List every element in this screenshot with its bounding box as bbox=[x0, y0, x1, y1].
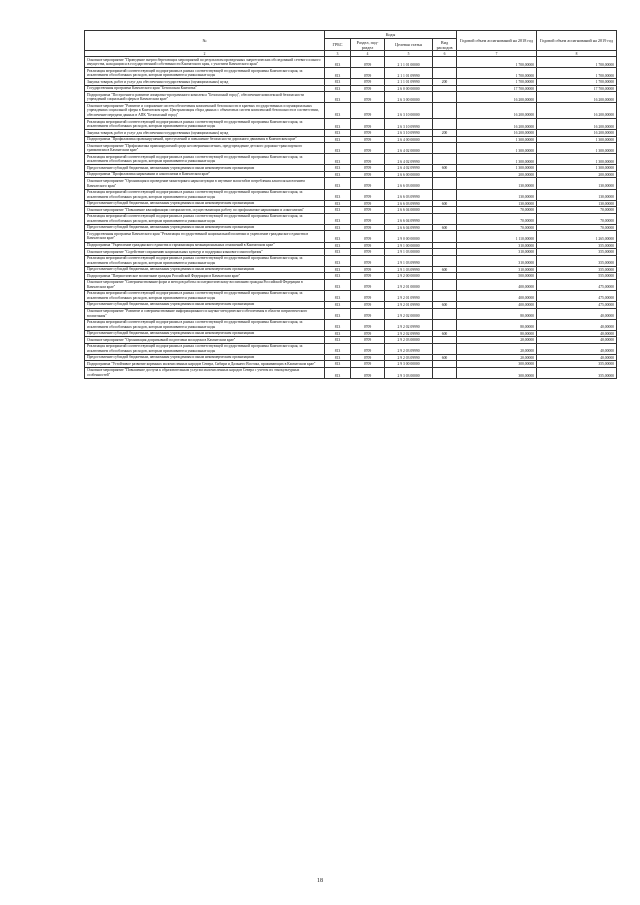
row-expense-type bbox=[433, 213, 457, 224]
row-name: Предоставление субсидий бюджетным, автономным учреждениям и иным некоммерческим организациям bbox=[85, 165, 325, 172]
row-amount-2018: 1 110,00000 bbox=[457, 231, 537, 242]
row-amount-2018: 80,00000 bbox=[457, 319, 537, 330]
row-amount-2018: 70,00000 bbox=[457, 213, 537, 224]
header-grbs: ГРБС bbox=[325, 39, 351, 51]
row-grbs: 813 bbox=[325, 249, 351, 256]
row-grbs: 813 bbox=[325, 213, 351, 224]
row-amount-2019: 1 700,00000 bbox=[537, 79, 617, 86]
row-amount-2019: 130,00000 bbox=[537, 189, 617, 200]
row-expense-type: 600 bbox=[433, 330, 457, 337]
row-grbs: 813 bbox=[325, 301, 351, 308]
row-razdel: 0709 bbox=[351, 343, 385, 354]
row-target-article: 2 9 1 03 09990 bbox=[385, 255, 433, 266]
row-amount-2018: 1 300,00000 bbox=[457, 154, 537, 165]
row-amount-2018: 20,00000 bbox=[457, 354, 537, 361]
row-razdel: 0709 bbox=[351, 171, 385, 178]
row-grbs: 813 bbox=[325, 354, 351, 361]
row-amount-2018: 1 300,00000 bbox=[457, 143, 537, 154]
row-name: Реализация мероприятий соответствующей подпрограммы в рамках соответствующей государственной программы Камчатского края, за исключением обособленных расходов, которым присваиваются уникальные коды bbox=[85, 319, 325, 330]
row-expense-type bbox=[433, 279, 457, 290]
row-grbs: 813 bbox=[325, 130, 351, 137]
row-amount-2019: 355,00000 bbox=[537, 249, 617, 256]
row-razdel: 0709 bbox=[351, 354, 385, 361]
row-target-article: 2 9 1 00 00000 bbox=[385, 242, 433, 249]
row-grbs: 813 bbox=[325, 85, 351, 92]
row-name: Подпрограмма "Профилактика правонарушений, преступлений и повышение безопасности дорожного движения в Камчатском крае" bbox=[85, 136, 325, 143]
row-target-article: 2 6 3 10 09990 bbox=[385, 119, 433, 130]
row-target-article: 2 1 1 01 00000 bbox=[385, 57, 433, 68]
row-name: Основное мероприятие "Профилактика правонарушений среди несовершеннолетних, предупреждение детского дорожно-транспортного травматизма в Камчатском крае" bbox=[85, 143, 325, 154]
row-amount-2018: 130,00000 bbox=[457, 189, 537, 200]
row-amount-2019: 1 265,00000 bbox=[537, 231, 617, 242]
row-razdel: 0709 bbox=[351, 103, 385, 119]
table-row bbox=[85, 308, 617, 319]
row-name: Основное мероприятие "Содействие сохранению национальных культур и поддержка языкового многообразия" bbox=[85, 249, 325, 256]
row-amount-2019: 1 300,00000 bbox=[537, 165, 617, 172]
row-name: Реализация мероприятий соответствующей подпрограммы в рамках соответствующей государственной программы Камчатского края, за исключением обособленных расходов, которым присваиваются уникальные коды bbox=[85, 119, 325, 130]
row-target-article: 2 6 6 04 09990 bbox=[385, 213, 433, 224]
row-grbs: 813 bbox=[325, 290, 351, 301]
row-razdel: 0709 bbox=[351, 119, 385, 130]
row-amount-2019: 16 200,00000 bbox=[537, 92, 617, 103]
row-amount-2019: 130,00000 bbox=[537, 178, 617, 189]
row-amount-2019: 1 300,00000 bbox=[537, 136, 617, 143]
row-amount-2019: 17 700,00000 bbox=[537, 85, 617, 92]
row-name: Реализация мероприятий соответствующей подпрограммы в рамках соответствующей государственной программы Камчатского края, за исключением обособленных расходов, которым присваиваются уникальные коды bbox=[85, 290, 325, 301]
row-grbs: 813 bbox=[325, 165, 351, 172]
row-expense-type bbox=[433, 178, 457, 189]
row-name: Подпрограмма "Профилактика наркомании и алкоголизма в Камчатском крае" bbox=[85, 171, 325, 178]
row-razdel: 0709 bbox=[351, 189, 385, 200]
row-razdel: 0709 bbox=[351, 242, 385, 249]
row-name: Реализация мероприятий соответствующей подпрограммы в рамках соответствующей государственной программы Камчатского края, за исключением обособленных расходов, которым присваиваются уникальные коды bbox=[85, 189, 325, 200]
header-razdel: Раздел, под-раздел bbox=[351, 39, 385, 51]
row-target-article: 2 9 2 02 09990 bbox=[385, 330, 433, 337]
row-grbs: 813 bbox=[325, 367, 351, 378]
row-grbs: 813 bbox=[325, 273, 351, 280]
row-name: Реализация мероприятий соответствующей подпрограммы в рамках соответствующей государственной программы Камчатского края, за исключением обособленных расходов, которым присваиваются уникальные коды bbox=[85, 154, 325, 165]
row-amount-2019: 200,00000 bbox=[537, 171, 617, 178]
row-target-article: 2 6 6 00 00000 bbox=[385, 171, 433, 178]
header-2018: Годовой объем ассигнований на 2018 год bbox=[457, 31, 537, 51]
row-target-article: 2 1 1 01 09990 bbox=[385, 68, 433, 79]
table-row bbox=[85, 154, 617, 165]
row-name: Предоставление субсидий бюджетным, автономным учреждениям и иным некоммерческим организациям bbox=[85, 224, 325, 231]
row-grbs: 813 bbox=[325, 266, 351, 273]
row-name: Предоставление субсидий бюджетным, автономным учреждениям и иным некоммерческим организациям bbox=[85, 330, 325, 337]
row-razdel: 0709 bbox=[351, 319, 385, 330]
row-grbs: 813 bbox=[325, 231, 351, 242]
row-expense-type bbox=[433, 143, 457, 154]
row-name: Предоставление субсидий бюджетным, автономным учреждениям и иным некоммерческим организациям bbox=[85, 301, 325, 308]
row-amount-2018: 20,00000 bbox=[457, 343, 537, 354]
budget-table bbox=[84, 30, 617, 379]
row-expense-type bbox=[433, 103, 457, 119]
row-razdel: 0709 bbox=[351, 85, 385, 92]
table-row bbox=[85, 290, 617, 301]
row-grbs: 813 bbox=[325, 92, 351, 103]
row-amount-2018: 1 300,00000 bbox=[457, 136, 537, 143]
row-amount-2019: 1 700,00000 bbox=[537, 68, 617, 79]
row-amount-2018: 130,00000 bbox=[457, 178, 537, 189]
row-amount-2018: 300,00000 bbox=[457, 361, 537, 368]
table-row bbox=[85, 119, 617, 130]
row-name: Государственная программа Камчатского края "Безопасная Камчатка" bbox=[85, 85, 325, 92]
row-amount-2019: 475,00000 bbox=[537, 301, 617, 308]
row-grbs: 813 bbox=[325, 242, 351, 249]
row-amount-2018: 500,00000 bbox=[457, 273, 537, 280]
row-grbs: 813 bbox=[325, 154, 351, 165]
row-expense-type bbox=[433, 189, 457, 200]
row-expense-type bbox=[433, 319, 457, 330]
row-razdel: 0709 bbox=[351, 213, 385, 224]
row-expense-type bbox=[433, 57, 457, 68]
row-grbs: 813 bbox=[325, 178, 351, 189]
row-expense-type: 600 bbox=[433, 354, 457, 361]
row-expense-type bbox=[433, 92, 457, 103]
row-grbs: 813 bbox=[325, 319, 351, 330]
row-razdel: 0709 bbox=[351, 207, 385, 214]
row-grbs: 813 bbox=[325, 200, 351, 207]
row-amount-2019: 70,00000 bbox=[537, 213, 617, 224]
row-amount-2018: 16 200,00000 bbox=[457, 130, 537, 137]
row-amount-2019: 40,00000 bbox=[537, 343, 617, 354]
row-razdel: 0709 bbox=[351, 290, 385, 301]
row-target-article: 2 6 6 03 09990 bbox=[385, 189, 433, 200]
row-razdel: 0709 bbox=[351, 57, 385, 68]
table-row bbox=[85, 231, 617, 242]
row-razdel: 0709 bbox=[351, 136, 385, 143]
row-amount-2019: 475,00000 bbox=[537, 290, 617, 301]
column-number: 3 bbox=[325, 51, 351, 57]
row-grbs: 813 bbox=[325, 189, 351, 200]
row-target-article: 2 9 1 03 00000 bbox=[385, 249, 433, 256]
row-razdel: 0709 bbox=[351, 367, 385, 378]
row-grbs: 813 bbox=[325, 361, 351, 368]
row-amount-2018: 310,00000 bbox=[457, 249, 537, 256]
row-amount-2019: 355,00000 bbox=[537, 361, 617, 368]
row-name: Реализация мероприятий соответствующей подпрограммы в рамках соответствующей государственной программы Камчатского края, за исключением обособленных расходов, которым присваиваются уникальные коды bbox=[85, 213, 325, 224]
row-expense-type: 600 bbox=[433, 165, 457, 172]
row-target-article: 2 9 3 03 00000 bbox=[385, 367, 433, 378]
row-amount-2018: 400,00000 bbox=[457, 279, 537, 290]
row-razdel: 0709 bbox=[351, 68, 385, 79]
row-amount-2019: 130,00000 bbox=[537, 200, 617, 207]
row-grbs: 813 bbox=[325, 68, 351, 79]
row-amount-2018: 20,00000 bbox=[457, 337, 537, 344]
row-name: Реализация мероприятий соответствующей подпрограммы в рамках соответствующей государственной программы Камчатского края, за исключением обособленных расходов, которым присваиваются уникальные коды bbox=[85, 68, 325, 79]
row-amount-2018: 16 200,00000 bbox=[457, 119, 537, 130]
row-target-article: 2 9 0 00 00000 bbox=[385, 231, 433, 242]
row-razdel: 0709 bbox=[351, 255, 385, 266]
row-amount-2019: 1 300,00000 bbox=[537, 154, 617, 165]
row-expense-type: 600 bbox=[433, 200, 457, 207]
row-razdel: 0709 bbox=[351, 200, 385, 207]
column-number: 6 bbox=[433, 51, 457, 57]
row-amount-2019: 40,00000 bbox=[537, 330, 617, 337]
row-razdel: 0709 bbox=[351, 178, 385, 189]
row-target-article: 2 9 1 03 09990 bbox=[385, 266, 433, 273]
row-grbs: 813 bbox=[325, 255, 351, 266]
row-razdel: 0709 bbox=[351, 301, 385, 308]
row-amount-2018: 70,00000 bbox=[457, 207, 537, 214]
column-number: 8 bbox=[537, 51, 617, 57]
row-razdel: 0709 bbox=[351, 224, 385, 231]
row-razdel: 0709 bbox=[351, 330, 385, 337]
row-target-article: 2 9 2 03 09990 bbox=[385, 354, 433, 361]
row-amount-2018: 70,00000 bbox=[457, 224, 537, 231]
row-expense-type: 600 bbox=[433, 301, 457, 308]
row-target-article: 2 6 0 00 00000 bbox=[385, 85, 433, 92]
row-amount-2019: 555,00000 bbox=[537, 273, 617, 280]
row-target-article: 2 9 2 01 00000 bbox=[385, 279, 433, 290]
row-name: Основное мероприятие "Повышение доступа к образовательным услугам малочисленных народов Севера с учетом их этнокультурных особенностей" bbox=[85, 367, 325, 378]
row-expense-type bbox=[433, 119, 457, 130]
row-razdel: 0709 bbox=[351, 279, 385, 290]
row-amount-2019: 355,00000 bbox=[537, 367, 617, 378]
header-codes: Коды bbox=[325, 31, 457, 39]
row-grbs: 813 bbox=[325, 337, 351, 344]
row-amount-2018: 400,00000 bbox=[457, 290, 537, 301]
table-row bbox=[85, 279, 617, 290]
row-amount-2019: 355,00000 bbox=[537, 255, 617, 266]
row-razdel: 0709 bbox=[351, 231, 385, 242]
row-target-article: 2 6 4 00 00000 bbox=[385, 136, 433, 143]
row-amount-2018: 80,00000 bbox=[457, 330, 537, 337]
row-name: Основное мероприятие "Организация допризывной подготовки молодежи в Камчатском крае" bbox=[85, 337, 325, 344]
row-amount-2018: 1 700,00000 bbox=[457, 79, 537, 86]
row-target-article: 2 9 2 02 00000 bbox=[385, 308, 433, 319]
row-grbs: 813 bbox=[325, 224, 351, 231]
row-grbs: 813 bbox=[325, 343, 351, 354]
header-number: № bbox=[85, 31, 325, 51]
table-header bbox=[85, 31, 617, 57]
row-amount-2019: 40,00000 bbox=[537, 354, 617, 361]
table-row bbox=[85, 343, 617, 354]
column-number: 4 bbox=[351, 51, 385, 57]
row-target-article: 2 9 2 03 00000 bbox=[385, 337, 433, 344]
row-razdel: 0709 bbox=[351, 273, 385, 280]
row-grbs: 813 bbox=[325, 330, 351, 337]
row-target-article: 2 6 4 02 00000 bbox=[385, 143, 433, 154]
table-body bbox=[85, 57, 617, 379]
row-grbs: 813 bbox=[325, 119, 351, 130]
row-amount-2019: 40,00000 bbox=[537, 337, 617, 344]
row-target-article: 2 9 2 03 09990 bbox=[385, 343, 433, 354]
row-target-article: 2 9 2 02 09990 bbox=[385, 319, 433, 330]
column-number: 7 bbox=[457, 51, 537, 57]
row-amount-2019: 16 200,00000 bbox=[537, 130, 617, 137]
row-expense-type bbox=[433, 308, 457, 319]
row-name: Основное мероприятие "Повышение квалификации специалистов, осуществляющих работу по профилактике наркомании и алкоголизма" bbox=[85, 207, 325, 214]
table-row bbox=[85, 189, 617, 200]
table-row bbox=[85, 57, 617, 68]
row-name: Реализация мероприятий соответствующей подпрограммы в рамках соответствующей государственной программы Камчатского края, за исключением обособленных расходов, которым присваиваются уникальные коды bbox=[85, 255, 325, 266]
row-name: Закупка товаров, работ и услуг для обеспечения государственных (муниципальных) нужд bbox=[85, 79, 325, 86]
row-name: Предоставление субсидий бюджетным, автономным учреждениям и иным некоммерческим организациям bbox=[85, 266, 325, 273]
header-expense-type: Вид расходов bbox=[433, 39, 457, 51]
table-row bbox=[85, 92, 617, 103]
row-expense-type bbox=[433, 68, 457, 79]
row-amount-2018: 1 700,00000 bbox=[457, 68, 537, 79]
table-row bbox=[85, 367, 617, 378]
row-grbs: 813 bbox=[325, 279, 351, 290]
row-amount-2019: 16 200,00000 bbox=[537, 119, 617, 130]
row-name: Реализация мероприятий соответствующей подпрограммы в рамках соответствующей государственной программы Камчатского края, за исключением обособленных расходов, которым присваиваются уникальные коды bbox=[85, 343, 325, 354]
row-amount-2018: 310,00000 bbox=[457, 266, 537, 273]
row-amount-2019: 355,00000 bbox=[537, 242, 617, 249]
row-amount-2018: 1 300,00000 bbox=[457, 165, 537, 172]
row-expense-type bbox=[433, 154, 457, 165]
row-amount-2019: 1 300,00000 bbox=[537, 143, 617, 154]
row-name: Подпрограмма "Устойчивое развитие коренных малочисленных народов Севера, Сибири и Дальнего Востока, проживающих в Камчатском крае" bbox=[85, 361, 325, 368]
row-expense-type: 600 bbox=[433, 224, 457, 231]
row-name: Основное мероприятие "Проведение энергосберегающих мероприятий по результатам проведенных энергетических обследований сетевого и иного имущества, находящихся в государственной собственности Камчатского края, с участием Камчатского края" bbox=[85, 57, 325, 68]
row-grbs: 813 bbox=[325, 308, 351, 319]
row-name: Предоставление субсидий бюджетным, автономным учреждениям и иным некоммерческим организациям bbox=[85, 354, 325, 361]
row-amount-2019: 16 200,00000 bbox=[537, 103, 617, 119]
row-target-article: 2 6 6 04 09990 bbox=[385, 224, 433, 231]
row-grbs: 813 bbox=[325, 143, 351, 154]
row-razdel: 0709 bbox=[351, 266, 385, 273]
row-amount-2018: 310,00000 bbox=[457, 255, 537, 266]
row-amount-2019: 355,00000 bbox=[537, 266, 617, 273]
row-razdel: 0709 bbox=[351, 154, 385, 165]
row-name: Основное мероприятие "Организация и проведение мониторинга наркоситуации в изучение масштабов потребления алкоголя населением Камчатского края" bbox=[85, 178, 325, 189]
row-target-article: 2 6 3 10 09990 bbox=[385, 130, 433, 137]
row-name: Основное мероприятие "Развитие и совершенствование информационного и научно-методического обеспечения в области патриотического воспитания" bbox=[85, 308, 325, 319]
row-grbs: 813 bbox=[325, 103, 351, 119]
row-name: Закупка товаров, работ и услуг для обеспечения государственных (муниципальных) нужд bbox=[85, 130, 325, 137]
row-target-article: 2 9 3 00 00000 bbox=[385, 361, 433, 368]
row-amount-2019: 70,00000 bbox=[537, 207, 617, 214]
table-row bbox=[85, 213, 617, 224]
row-target-article: 2 6 6 03 00000 bbox=[385, 178, 433, 189]
document-page bbox=[84, 30, 616, 379]
row-razdel: 0709 bbox=[351, 165, 385, 172]
row-expense-type bbox=[433, 231, 457, 242]
row-amount-2019: 40,00000 bbox=[537, 319, 617, 330]
row-target-article: 2 1 1 01 09990 bbox=[385, 79, 433, 86]
row-expense-type: 200 bbox=[433, 130, 457, 137]
table-row bbox=[85, 319, 617, 330]
header-target-article: Целевая статья bbox=[385, 39, 433, 51]
row-expense-type bbox=[433, 367, 457, 378]
table-row bbox=[85, 143, 617, 154]
row-target-article: 2 6 3 00 00000 bbox=[385, 92, 433, 103]
row-amount-2018: 400,00000 bbox=[457, 301, 537, 308]
row-expense-type: 200 bbox=[433, 79, 457, 86]
row-name: Основное мероприятие "Совершенствование форм и методов работы по патриотическому воспитанию граждан Российской Федерации в Камчатском крае" bbox=[85, 279, 325, 290]
row-razdel: 0709 bbox=[351, 308, 385, 319]
table-row bbox=[85, 68, 617, 79]
row-grbs: 813 bbox=[325, 207, 351, 214]
row-razdel: 0709 bbox=[351, 79, 385, 86]
row-razdel: 0709 bbox=[351, 92, 385, 103]
row-razdel: 0709 bbox=[351, 249, 385, 256]
row-name: Подпрограмма "Укрепление гражданского единства и гармонизация межнациональных отношений в Камчатском крае" bbox=[85, 242, 325, 249]
row-razdel: 0709 bbox=[351, 143, 385, 154]
column-number: 5 bbox=[385, 51, 433, 57]
row-razdel: 0709 bbox=[351, 337, 385, 344]
row-razdel: 0709 bbox=[351, 130, 385, 137]
row-target-article: 2 9 2 00 00000 bbox=[385, 273, 433, 280]
row-amount-2018: 80,00000 bbox=[457, 308, 537, 319]
row-amount-2018: 200,00000 bbox=[457, 171, 537, 178]
row-amount-2018: 1 700,00000 bbox=[457, 57, 537, 68]
row-target-article: 2 6 6 03 09990 bbox=[385, 200, 433, 207]
row-grbs: 813 bbox=[325, 136, 351, 143]
row-target-article: 2 9 2 01 09990 bbox=[385, 290, 433, 301]
row-amount-2018: 310,00000 bbox=[457, 242, 537, 249]
row-target-article: 2 6 3 10 00000 bbox=[385, 103, 433, 119]
row-name: Подпрограмма "Построение и развитие аппаратно-программного комплекса "Безопасный город", обеспечение комплексной безопасности учреждений социальной сферы в Камчатском крае" bbox=[85, 92, 325, 103]
row-amount-2019: 40,00000 bbox=[537, 308, 617, 319]
table-row bbox=[85, 103, 617, 119]
header-2019: Годовой объем ассигнований на 2019 год bbox=[537, 31, 617, 51]
row-amount-2019: 70,00000 bbox=[537, 224, 617, 231]
row-expense-type bbox=[433, 290, 457, 301]
row-name: Предоставление субсидий бюджетным, автономным учреждениям и иным некоммерческим организациям bbox=[85, 200, 325, 207]
row-amount-2018: 16 200,00000 bbox=[457, 103, 537, 119]
row-target-article: 2 6 6 04 00000 bbox=[385, 207, 433, 214]
row-target-article: 2 9 2 01 09990 bbox=[385, 301, 433, 308]
row-grbs: 813 bbox=[325, 79, 351, 86]
row-amount-2018: 16 200,00000 bbox=[457, 92, 537, 103]
row-name: Основное мероприятие "Развитие и сопряжение систем обеспечения комплексной безопасности в краевых государственных и муниципальных учреждениях социальной сферы в Камчатском крае. Централизация сбора данных с объектовых систем комплексной безопасности в соответствии, обеспечение передачи данных в АПК "Безопасный город" bbox=[85, 103, 325, 119]
row-name: Государственная программа Камчатского края "Реализация государственной национальной политики и укрепление гражданского единства в Камчатском крае" bbox=[85, 231, 325, 242]
row-amount-2018: 17 700,00000 bbox=[457, 85, 537, 92]
row-amount-2019: 1 700,00000 bbox=[537, 57, 617, 68]
page-number: 18 bbox=[317, 878, 323, 884]
row-target-article: 2 6 4 02 09990 bbox=[385, 154, 433, 165]
table-row bbox=[85, 255, 617, 266]
row-grbs: 813 bbox=[325, 171, 351, 178]
row-grbs: 813 bbox=[325, 57, 351, 68]
row-razdel: 0709 bbox=[351, 361, 385, 368]
row-amount-2018: 300,00000 bbox=[457, 367, 537, 378]
row-name: Подпрограмма "Патриотическое воспитание граждан Российской Федерации в Камчатском крае" bbox=[85, 273, 325, 280]
column-number: 2 bbox=[85, 51, 325, 57]
table-row bbox=[85, 178, 617, 189]
row-expense-type bbox=[433, 255, 457, 266]
row-target-article: 2 6 4 02 09990 bbox=[385, 165, 433, 172]
row-amount-2019: 475,00000 bbox=[537, 279, 617, 290]
row-expense-type bbox=[433, 343, 457, 354]
row-expense-type: 600 bbox=[433, 266, 457, 273]
row-amount-2018: 130,00000 bbox=[457, 200, 537, 207]
